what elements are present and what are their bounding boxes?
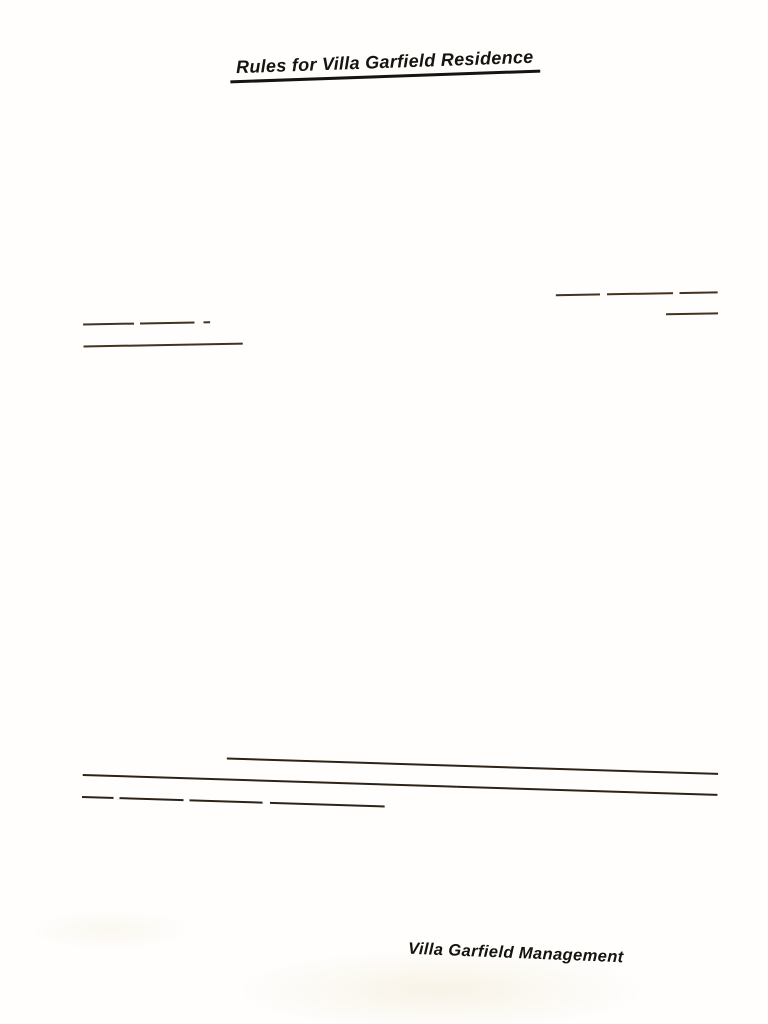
rule-text: No hanging of laundry on balcony. Fine for violation will be $300.00 [82,258,529,284]
rule-number: 2. [65,138,79,156]
rule-number: 8. [65,351,79,370]
rule-item-13 [52,540,718,585]
rule-text-underlined: Monday, Thursday, and Saturday Mornings [82,276,718,327]
rule-number: 6. [65,266,79,284]
rule-text: Please specify the Unit Number on all the mails and HOA Fee checks or rent checks. [82,122,646,156]
rule-text: Please fill out the “Move-In Registration Form” upon moving in. [82,107,500,135]
rule-text: Please keep quite after 10:00 PM. including household chores, entertainment, TV volume.....etc. No ma-jan or pin-pon is allowed after 10:00 PM. Fine for violation will be $300.00 [82,672,719,734]
rule-text-segment: Please do not bring your own personal garbage to trash room on [82,279,556,305]
ordinal-superscript: st. [446,768,458,779]
rule-number: 4. [65,202,79,220]
rule-number: 1. [65,117,79,135]
rule-text-segment: when trash can are out. All trash must be dumped into trash bins . [209,298,667,324]
rule-number: 16. [57,671,79,690]
rule-text-underlined: Fine for violation will be $300.00 [83,298,719,348]
rule-number: 12. [57,522,79,540]
rule-text: Do not leak any liquid while dumping trash. Fine for violation will be $300.00 [82,344,587,369]
rule-number: 14. [57,586,79,605]
rule-number: 3. [64,159,78,178]
rule-text: The speed limit at parking lot is 5 miles per hour. Fine for violation will be $300.00 [82,517,624,540]
rule-number: 15. [57,629,79,647]
rule-text: Please install filtering devices on all drainage holes, including sinks, bathtubs.....etc. to prevent blockage. [82,629,719,670]
rule-text: Please flatten all paper boxes before dumping. [82,434,393,455]
rule-item-7 [51,275,718,351]
rule-item-11 [52,452,718,521]
document-title: Rules for Villa Garfield Residence [230,47,540,84]
rule-text: Do not place private belongings “bicycles, shoes, boxes, plants, trash bags... etc.” in common area including unit door front. [82,210,718,263]
rule-text: Smoking is forbidden on the whole premises, except inside the units or common area without covering structures. [82,139,718,198]
rule-text [82,275,718,350]
signature: Villa Garfield Management [407,939,624,967]
rule-text: Residents must report to Manager on all own construction or remodeling before the work starts, if outside labor is hired. All rubbish must be carried out VG premises and cannot be dumped into VG trash bins. Fine for violation will be $300.00 [82,365,719,433]
rule-text: No littering is allowed, including trash , cigarette buds, etc...fine for violation will be $300.00 [82,187,687,220]
rule-text: All vehicles must be registered with Manager, and can only be parked at assigned or any other legal spaces. violating vehicles will be towed away and vehicle owners shall be responsible for all expenses [82,454,719,519]
rule-number: 7. [64,287,78,306]
rule-number: 11. [58,458,78,476]
rule-number: 13. [57,543,78,561]
rules-list [52,107,719,806]
rule-number: 17. [57,735,79,754]
rule-text: All regular visitors, including messengers, household helpers, cleaning persons, medical care takers, and visiting relatives or friends.....etc. must be registered with Manager. [82,541,718,583]
title-wrap [0,0,768,91]
rule-text-segment: Do not use elevators when emergency takes please, including fire, earthquake...etc. Use Stairways to reach 1 [82,741,719,787]
special-attention-label: Special Attention: [83,736,218,758]
rule-number: 9. [65,373,78,391]
rule-number: 5. [65,223,78,242]
rule-text: Builder's warranty is expiring on January 2009. Please inspect and test all appliances, fixtures and all interior items ASAP. [82,587,719,630]
rule-number: 10. [57,437,79,455]
rule-item-9 [52,363,719,435]
rule-text-segment: floor and evacuate to safe area. For you safety, do not go to basement. [82,769,718,806]
